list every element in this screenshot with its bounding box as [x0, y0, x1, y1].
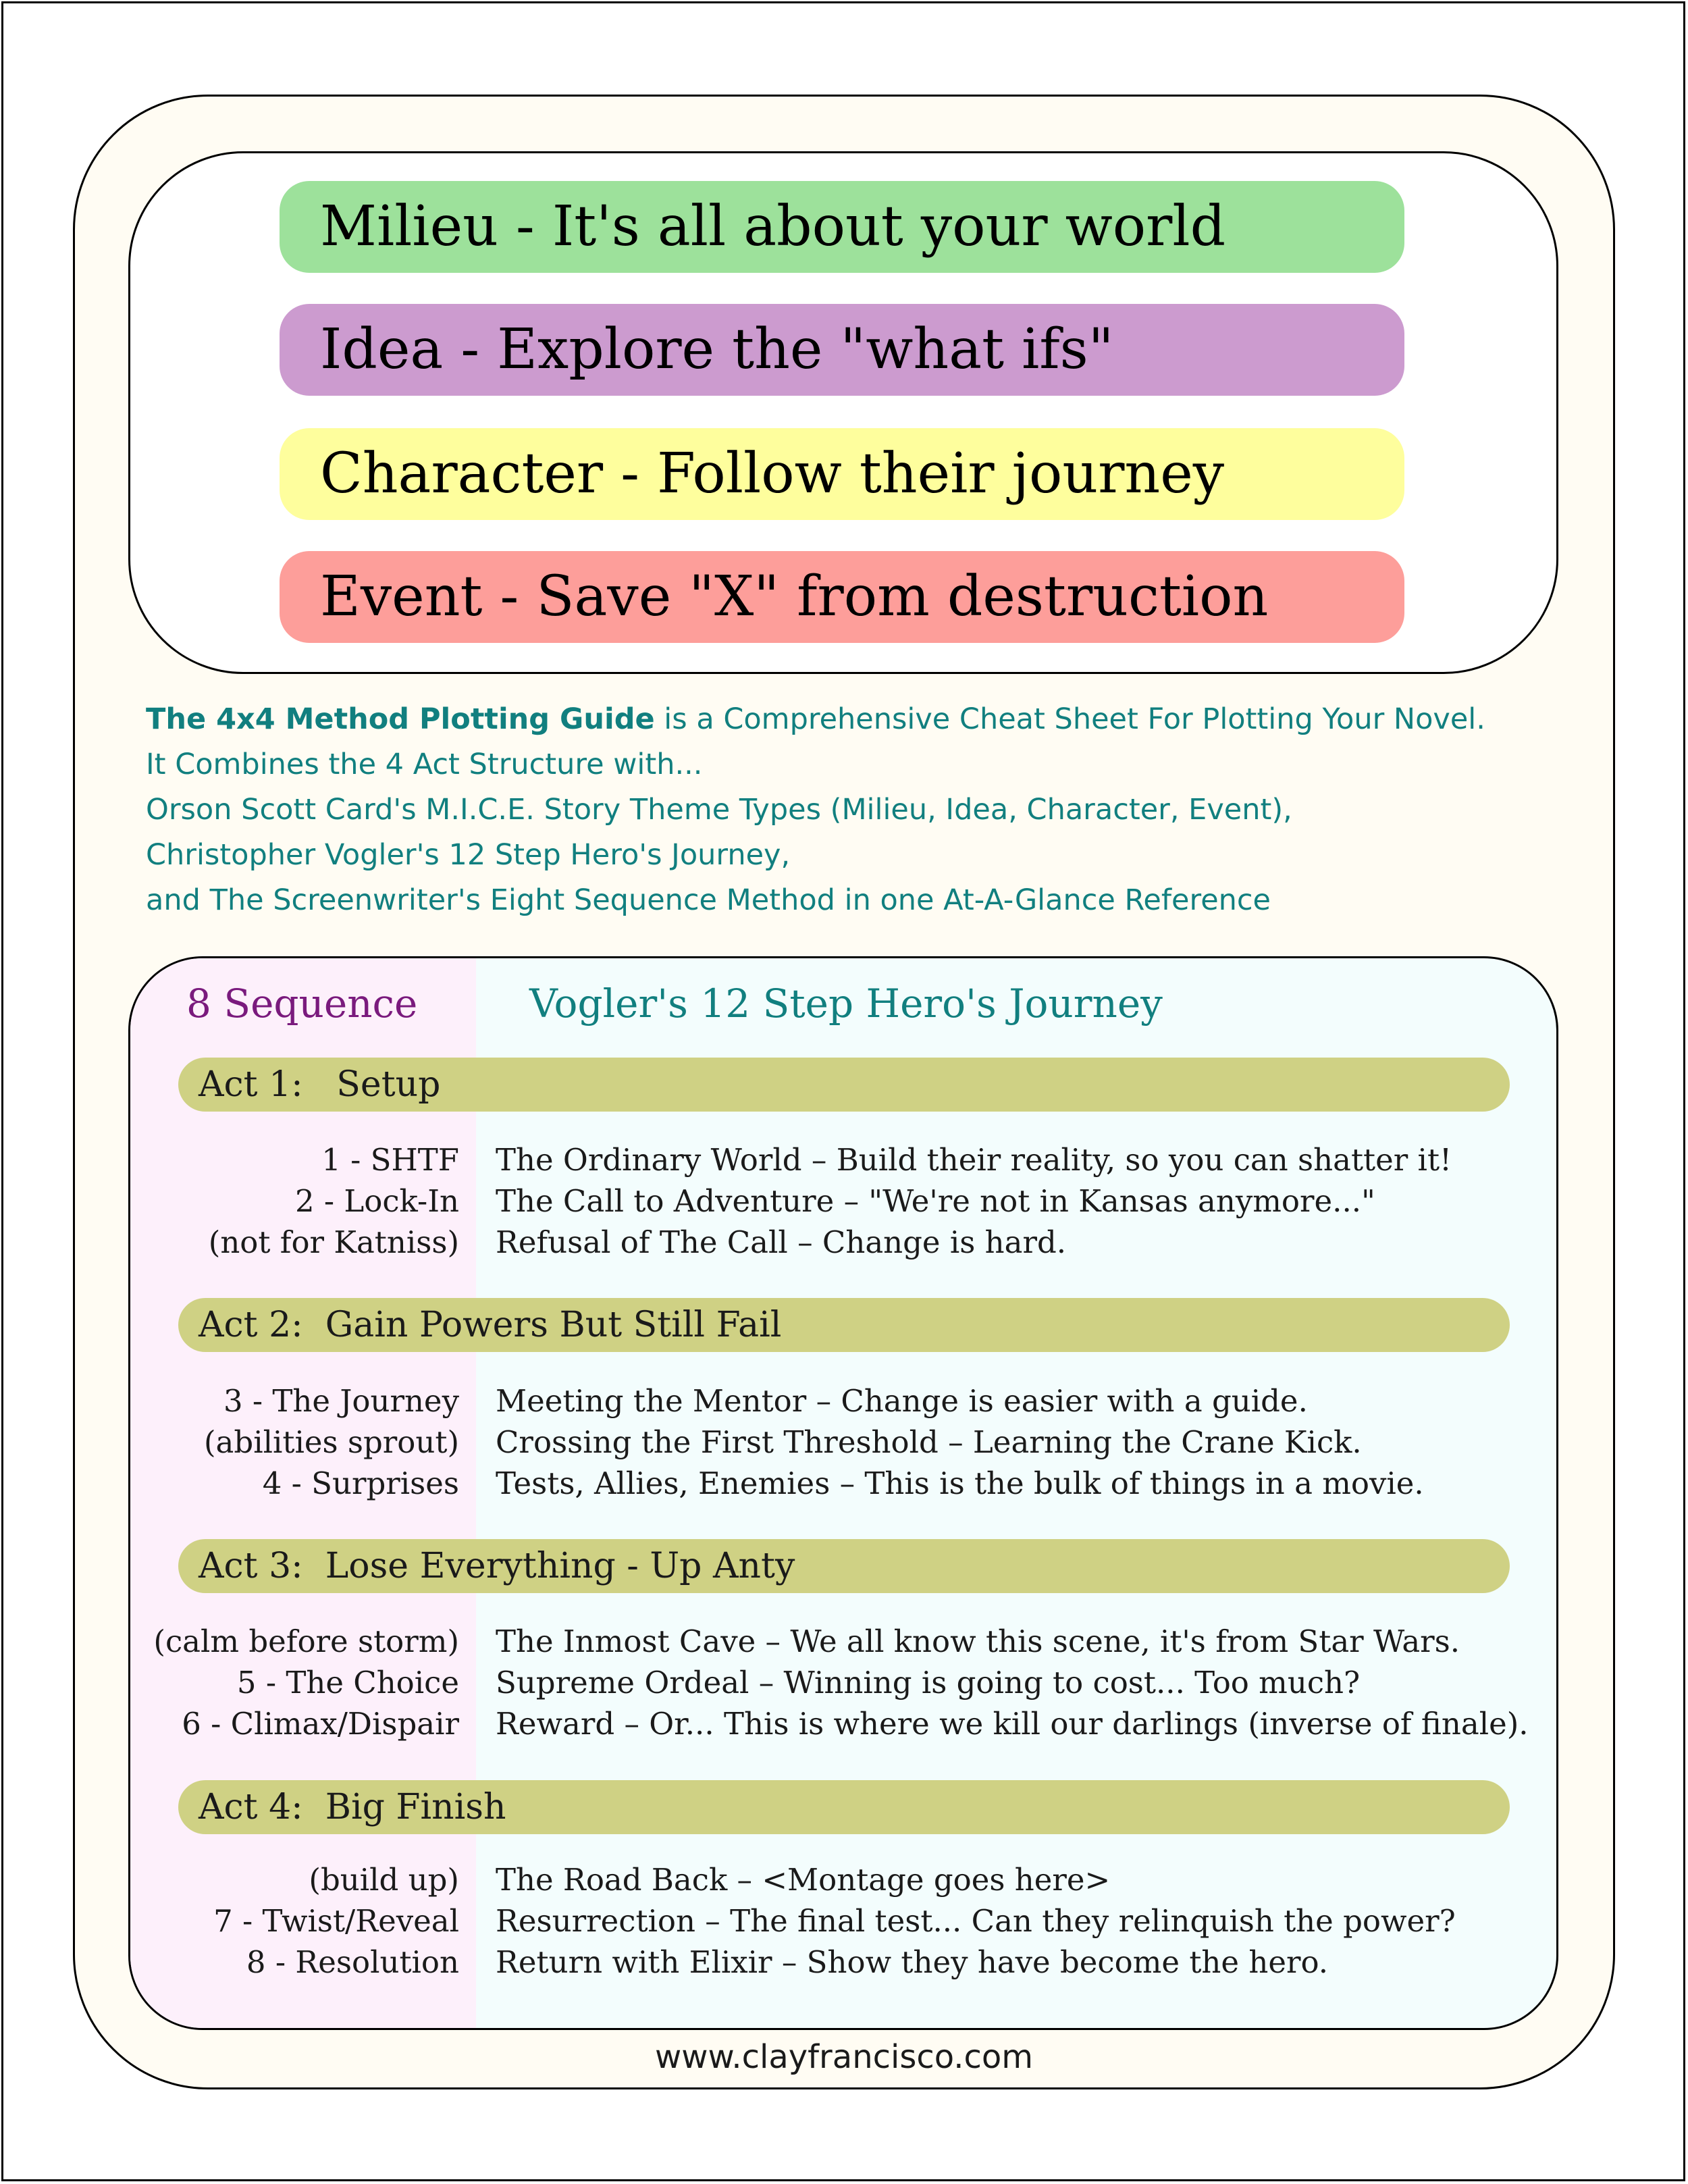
- intro-line-1-rest: is a Comprehensive Cheat Sheet For Plotting Your Novel.: [654, 702, 1485, 736]
- act-3-step-2: Supreme Ordeal – Winning is going to cost... Too much?: [496, 1665, 1361, 1700]
- act-4-seq-2: 7 - Twist/Reveal: [213, 1903, 459, 1939]
- act-2-step-1: Meeting the Mentor – Change is easier with a guide.: [496, 1383, 1308, 1419]
- act-1-step-3: Refusal of The Call – Change is hard.: [496, 1224, 1067, 1260]
- footer-url: www.clayfrancisco.com: [654, 2038, 1034, 2076]
- act-4-bar: Act 4: Big Finish: [178, 1780, 1510, 1834]
- act-3-step-1: The Inmost Cave – We all know this scene, it's from Star Wars.: [496, 1623, 1460, 1659]
- intro-line-5: and The Screenwriter's Eight Sequence Method in one At-A-Glance Reference: [146, 883, 1271, 917]
- intro-line-4: Christopher Vogler's 12 Step Hero's Journey,: [146, 838, 791, 872]
- journey-header: Vogler's 12 Step Hero's Journey: [529, 981, 1163, 1026]
- act-2-step-2: Crossing the First Threshold – Learning the Crane Kick.: [496, 1424, 1362, 1460]
- act-4-step-1: The Road Back – <Montage goes here>: [496, 1862, 1111, 1898]
- act-4-seq-3: 8 - Resolution: [246, 1944, 459, 1980]
- act-1-seq-2: 2 - Lock-In: [294, 1183, 459, 1219]
- act-3-seq-1: (calm before storm): [153, 1623, 459, 1659]
- act-1-seq-3: (not for Katniss): [208, 1224, 459, 1260]
- act-4-step-2: Resurrection – The final test... Can they relinquish the power?: [496, 1903, 1456, 1939]
- mice-idea-bar: Idea - Explore the "what ifs": [280, 304, 1404, 396]
- act-4-seq-1: (build up): [309, 1862, 459, 1898]
- mice-event-bar: Event - Save "X" from destruction: [280, 551, 1404, 643]
- intro-line-1: [146, 697, 1577, 742]
- act-1-step-1: The Ordinary World – Build their reality, so you can shatter it!: [496, 1142, 1452, 1178]
- act-3-bar: Act 3: Lose Everything - Up Anty: [178, 1539, 1510, 1593]
- act-1-seq-1: 1 - SHTF: [321, 1142, 459, 1178]
- act-2-step-3: Tests, Allies, Enemies – This is the bulk of things in a movie.: [496, 1465, 1424, 1501]
- act-2-bar: Act 2: Gain Powers But Still Fail: [178, 1298, 1510, 1352]
- intro-line-3: Orson Scott Card's M.I.C.E. Story Theme Types (Milieu, Idea, Character, Event),: [146, 793, 1292, 827]
- act-2-seq-1: 3 - The Journey: [223, 1383, 459, 1419]
- act-1-bar: Act 1: Setup: [178, 1058, 1510, 1112]
- mice-character-bar: Character - Follow their journey: [280, 428, 1404, 520]
- act-2-seq-3: 4 - Surprises: [262, 1465, 459, 1501]
- act-1-step-2: The Call to Adventure – "We're not in Kansas anymore...": [496, 1183, 1375, 1219]
- act-3-step-3: Reward – Or... This is where we kill our darlings (inverse of finale).: [496, 1706, 1529, 1742]
- mice-milieu-bar: Milieu - It's all about your world: [280, 181, 1404, 273]
- intro-paragraph: [146, 697, 1577, 923]
- act-4-step-3: Return with Elixir – Show they have become the hero.: [496, 1944, 1329, 1980]
- act-2-seq-2: (abilities sprout): [204, 1424, 459, 1460]
- intro-line-2: It Combines the 4 Act Structure with...: [146, 748, 703, 781]
- intro-title: The 4x4 Method Plotting Guide: [146, 702, 655, 736]
- act-3-seq-2: 5 - The Choice: [236, 1665, 459, 1700]
- act-3-seq-3: 6 - Climax/Dispair: [182, 1706, 459, 1742]
- sequence-header: 8 Sequence: [186, 981, 418, 1026]
